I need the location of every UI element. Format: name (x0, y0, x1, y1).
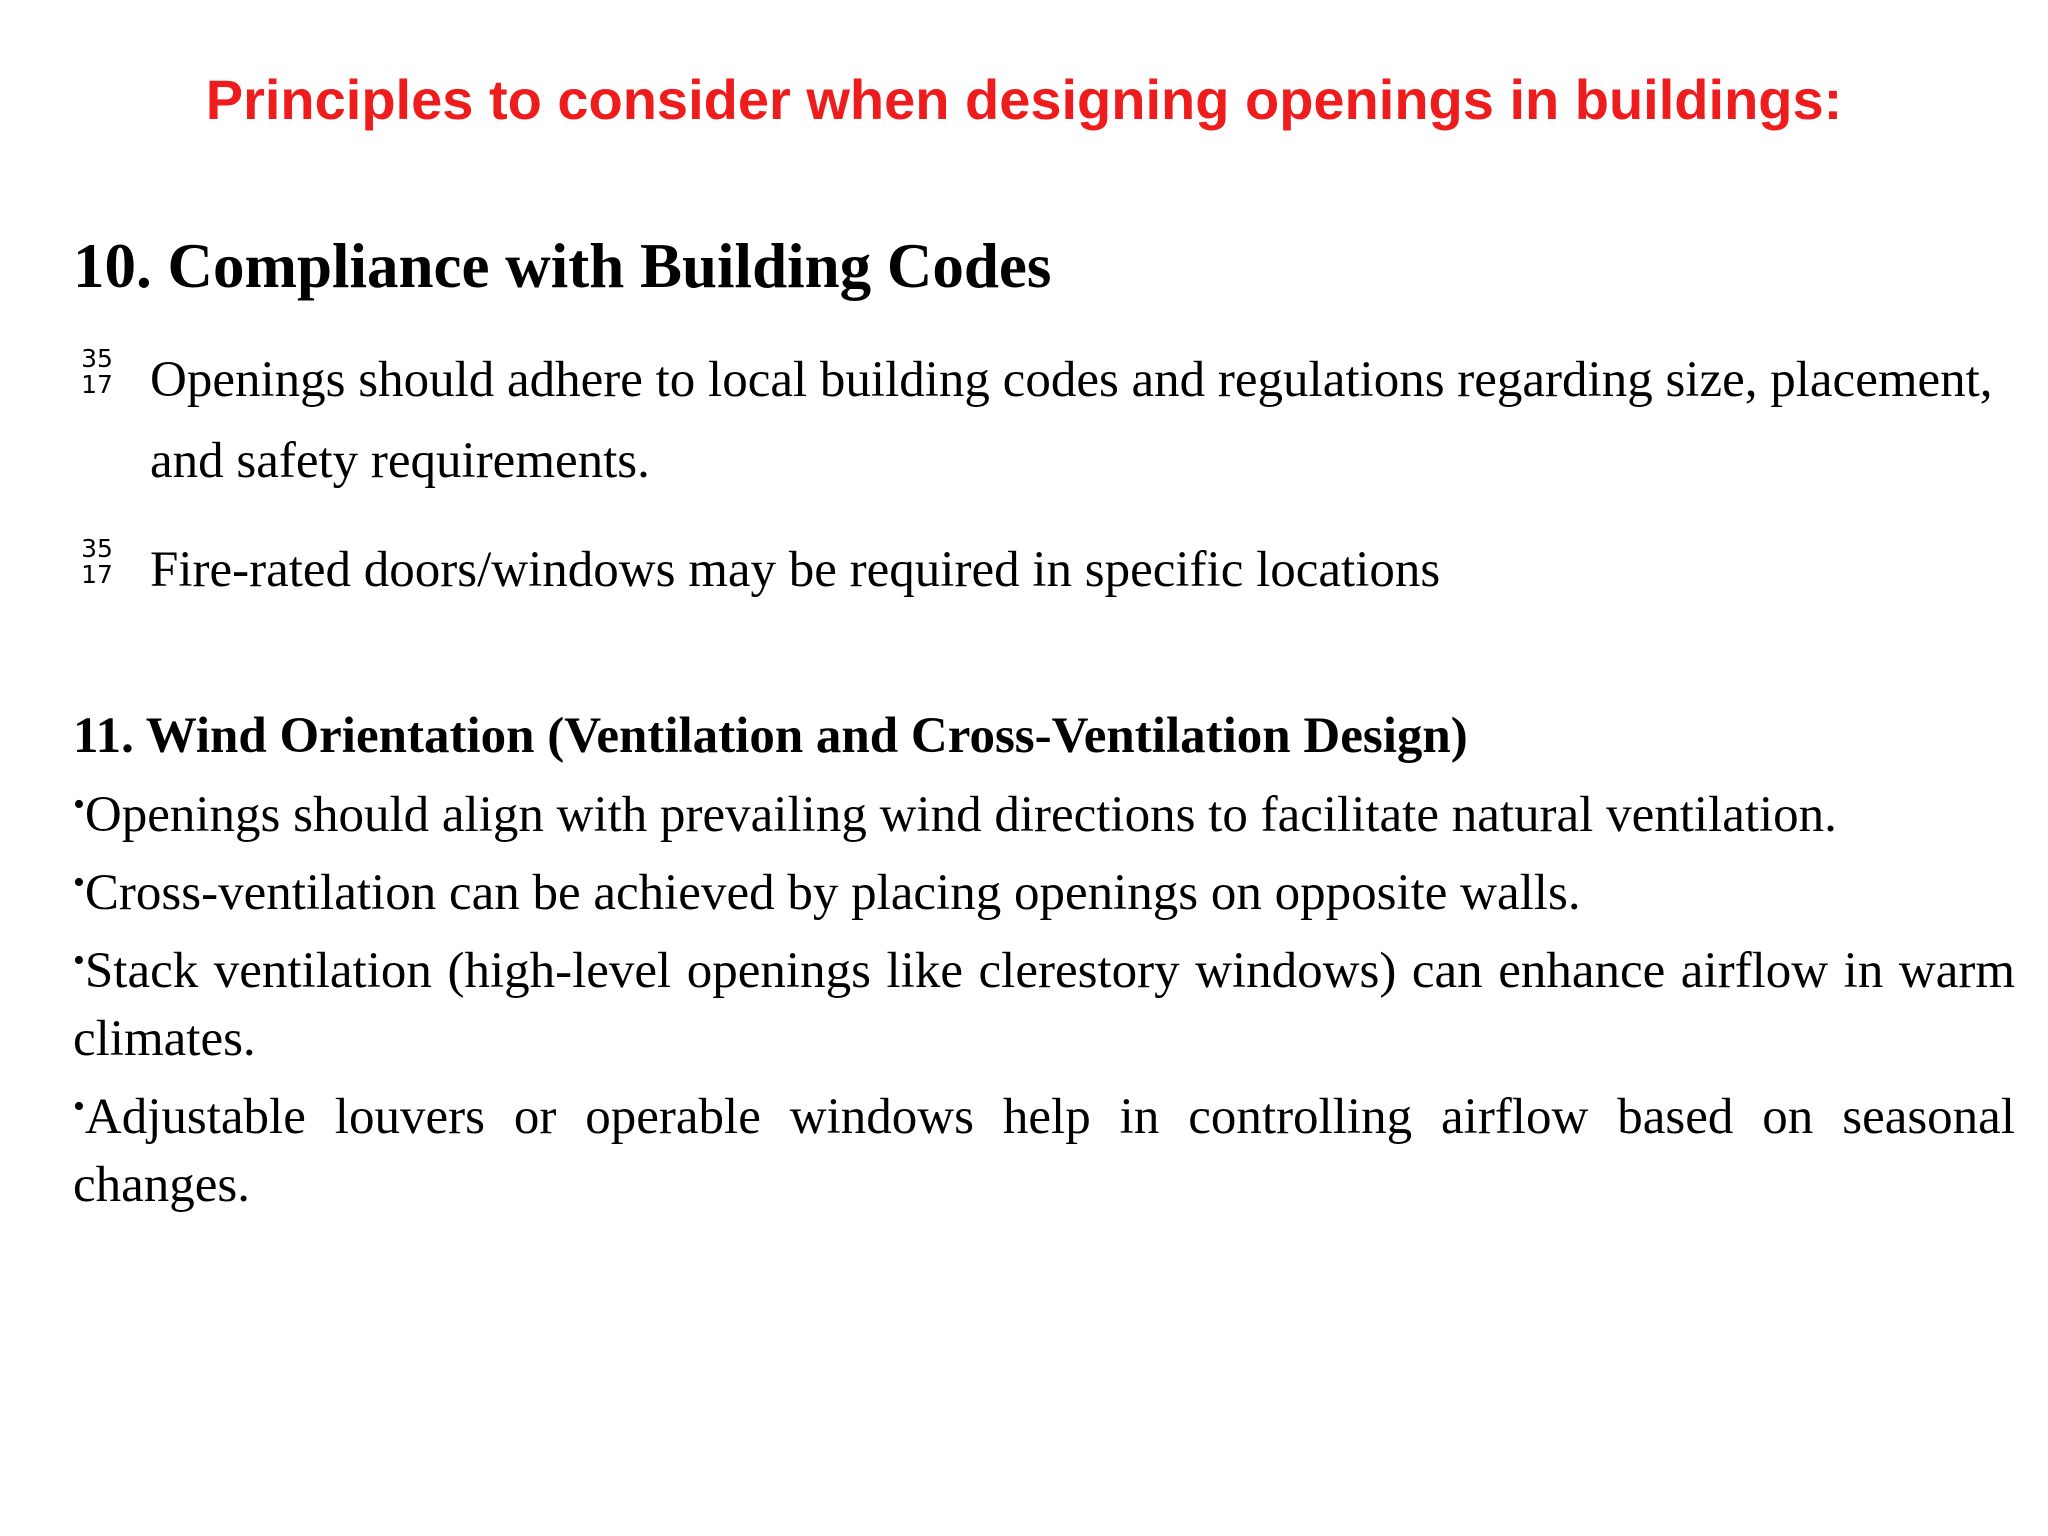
code-item-text: Openings should adhere to local building codes and regulations regarding size, placement, and safety requirements. (150, 352, 1993, 489)
list-item-text: Adjustable louvers or operable windows help in controlling airflow based on seasonal changes. (73, 1089, 2015, 1213)
list-item-text: Openings should align with prevailing wind directions to facilitate natural ventilation. (84, 787, 1837, 843)
bullet-icon: • (73, 864, 85, 901)
marker-top: 35 (81, 344, 113, 373)
list-item (73, 1073, 2015, 1219)
code-item-text: Fire-rated doors/windows may be required in specific locations (150, 542, 1441, 598)
code-item (76, 340, 1996, 502)
bullet-icon: • (73, 942, 85, 979)
item-marker-icon (76, 346, 118, 398)
list-item (73, 771, 2015, 849)
marker-top: 35 (81, 534, 113, 563)
slide-title: Principles to consider when designing openings in buildings: (205, 68, 1843, 131)
list-item-text: Stack ventilation (high-level openings like clerestory windows) can enhance airflow in warm climates. (73, 943, 2015, 1067)
list-item (73, 927, 2015, 1073)
list-item (73, 849, 2015, 927)
ventilation-bullet-list (73, 771, 2015, 1219)
section-11-heading: 11. Wind Orientation (Ventilation and Cross-Ventilation Design) (73, 708, 1468, 764)
bullet-icon: • (73, 786, 85, 823)
bullet-icon: • (73, 1088, 85, 1125)
list-item-text: Cross-ventilation can be achieved by placing openings on opposite walls. (84, 865, 1581, 921)
section-10-heading: 10. Compliance with Building Codes (73, 231, 1052, 301)
marker-bottom: 17 (81, 370, 113, 399)
item-marker-icon (76, 536, 118, 588)
code-item (76, 530, 1996, 611)
marker-bottom: 17 (81, 560, 113, 589)
